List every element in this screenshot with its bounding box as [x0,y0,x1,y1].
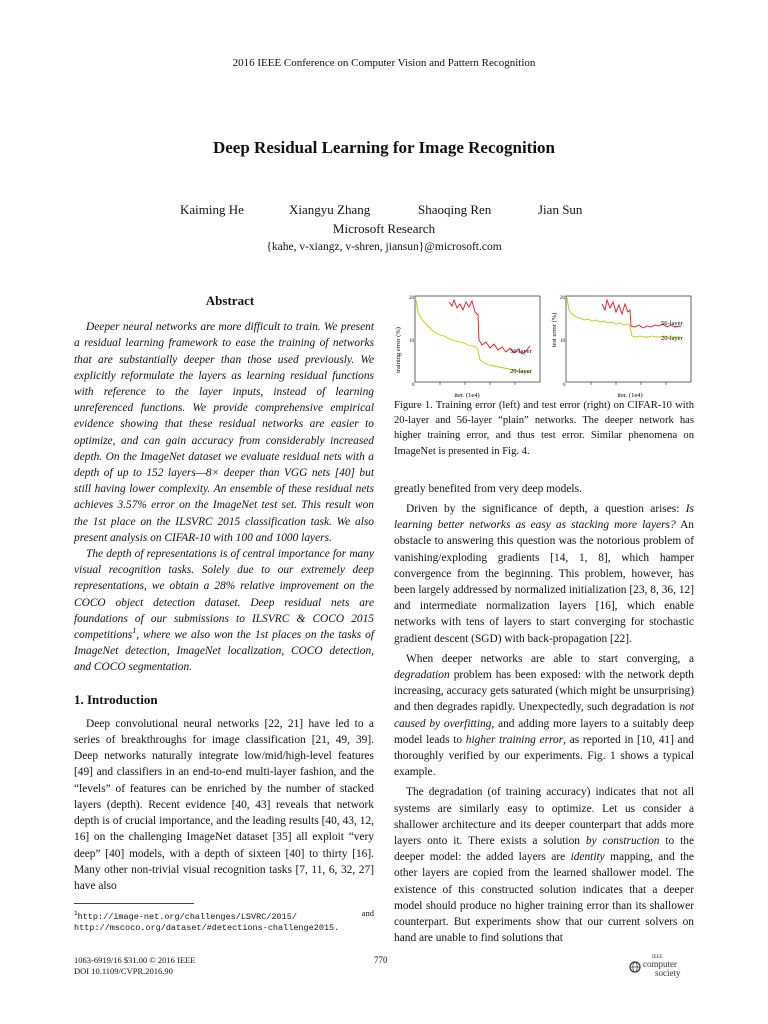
series-label-56: 56-layer [661,320,683,327]
svg-text:IEEE: IEEE [652,955,663,960]
series-56-layer-train [449,300,530,354]
test-error-plot [551,296,691,399]
tick-label: 20 [560,296,565,301]
footnote-link[interactable]: http://mscoco.org/dataset/#detections-challenge2015. [74,922,340,933]
series-label-20: 20-layer [661,335,683,342]
footer-publication-info [74,955,195,977]
series-label-20: 20-layer [510,368,532,375]
x-axis-label: iter. (1e4) [617,392,643,399]
author-name: Kaiming He [180,202,244,217]
tick-label: 10 [409,339,414,344]
right-column [394,398,694,947]
tick-label: 10 [560,339,565,344]
footnote: $^1$http://image-net.org/challenges/LSVRC/2015/ and http://mscoco.org/dataset/#detections-challenge2015. [74,908,374,933]
footnote-link[interactable]: http://image-net.org/challenges/LSVRC/2015/ [77,911,297,922]
conference-header: 2016 IEEE Conference on Computer Vision and Pattern Recognition [232,57,536,69]
intro-paragraph: Deep convolutional neural networks [22, 21] have led to a series of breakthroughs for image classification [21, 49, 39]. Deep networks naturally integrate low/mid/high-level features [49] and classifiers in an end-to-end multi-layer fashion, and the “levels” of features can be enriched by the number of stacked layers (depth). Recent evidence [40, 43] reveals that network depth is of crucial importance, and the leading results [40, 43, 12, 16] on the challenging ImageNet dataset [35] all exploit “very deep” [40] models, with a depth of sixteen [40] to thirty [16]. Many other non-trivial visual recognition tasks [7, 11, 6, 32, 27] have also [74,717,374,892]
x-axis-label: iter. (1e4) [454,392,480,399]
svg-text:society: society [655,968,681,978]
y-axis-label: training error (%) [395,327,402,373]
abstract-paragraph: Deeper neural networks are more difficult to train. We present a residual learning framework to ease the training of networks that are substantially deeper than those used previously. We explicitly reformulate the layers as learning residual functions with reference to the layer inputs, instead of learning unreferenced functions. We provide comprehensive empirical evidence showing that these residual networks are easier to optimize, and can gain accuracy from considerably increased depth. On the ImageNet dataset we evaluate residual nets with a depth of up to 152 layers—8× deeper than VGG nets [40] but still having lower complexity. An ensemble of these residual nets achieves 3.57% error on the ImageNet test set. This result won the 1st place on the ILSVRC 2015 classification task. We also present analysis on CIFAR-10 with 100 and 1000 layers. [74,321,374,544]
body-paragraph: greatly benefited from very deep models. [394,482,582,495]
body-paragraph: The degradation (of training accuracy) indicates that not all systems are similarly easy to optimize. Let us consider a shallower architecture and its deeper counterpart that adds more layers onto it. There exists a solution by construction to the deeper model: the added layers are identity mapping, and the other layers are copied from the learned shallower model. The existence of this constructed solution indicates that a deeper model should produce no higher training error than its shallower counterpart. But experiments show that our current solvers on hand are unable to find solutions that [394,786,695,945]
issn: 1063-6919/16 $31.00 © 2016 IEEE [74,955,196,965]
abstract-paragraph: The depth of representations is of central importance for many visual recognition tasks. Solely due to our extremely deep representations, we obtain a 28% relative improvement on the COCO object detection dataset. Deep residual nets are foundations of our submissions to ILSVRC & COCO 2015 competitions$^1$, where we also won the 1st places on the tasks of ImageNet detection, ImageNet localization, COCO detection, and COCO segmentation. [74,548,374,674]
left-column [74,293,374,894]
footnote-rule [74,903,194,904]
author-name: Shaoqing Ren [418,202,492,217]
y-axis-label: test error (%) [551,312,558,348]
tick-label: 0 [412,383,415,388]
figure-1-plots [394,290,704,402]
series-20-layer-train [416,300,530,372]
series-label-56: 56-layer [510,348,532,355]
svg-text:computer: computer [643,959,677,969]
tick-label: 0 [563,383,566,388]
abstract-heading: Abstract [205,293,255,308]
tick-label: 20 [409,296,414,301]
paper-title: Deep Residual Learning for Image Recognition [212,138,556,157]
doi[interactable]: DOI 10.1109/CVPR.2016.90 [74,966,173,976]
author-emails: {kahe, v-xiangz, v-shren, jiansun}@microsoft.com [266,241,502,253]
series-20-layer-test [567,298,681,337]
training-error-plot [395,296,540,399]
ieee-computer-society-logo [627,950,697,980]
footnote-marker: 1 [132,626,137,636]
author-name: Jian Sun [538,202,583,217]
affiliation: Microsoft Research [332,221,436,236]
section-heading-introduction: 1. Introduction [74,691,158,707]
body-paragraph: Driven by the significance of depth, a question arises: Is learning better networks as easy as stacking more layers? An obstacle to answering this question was the notorious problem of vanishing/exploding gradients [14, 1, 8], which hamper convergence from the beginning. This problem, however, has been largely addressed by normalized initialization [23, 8, 36, 12] and intermediate normalization layers [16], which enable networks with tens of layers to start converging for stochastic gradient descent (SGD) with back-propagation [22]. [394,503,694,645]
page-number: 770 [374,955,388,965]
figure-caption: Figure 1. Training error (left) and test error (right) on CIFAR-10 with 20-layer and 56-layer “plain” networks. The deeper network has higher training error, and thus test error. Similar phenomena on ImageNet is presented in Fig. 4. [394,400,694,457]
body-paragraph: When deeper networks are able to start converging, a degradation problem has been exposed: with the network depth increasing, accuracy gets saturated (which might be unsurprising) and then degrades rapidly. Unexpectedly, such degradation is not caused by overfitting, and adding more layers to a suitably deep model leads to higher training error, as reported in [10, 41] and thoroughly verified by our experiments. Fig. 1 shows a typical example. [394,652,694,779]
author-name: Xiangyu Zhang [289,202,371,217]
